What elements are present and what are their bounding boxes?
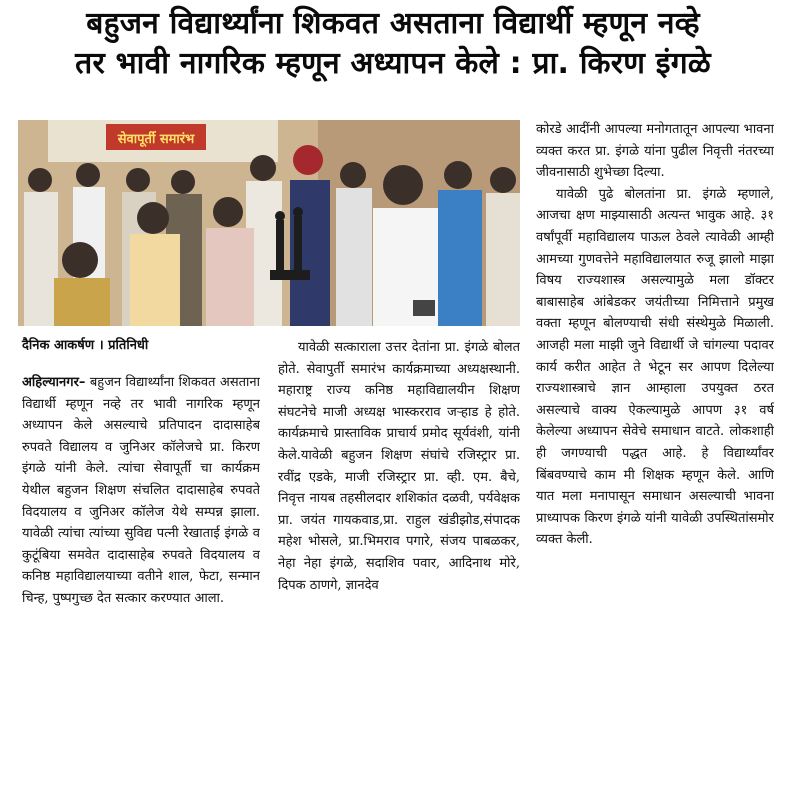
photo-banner-text: सेवापूर्ती समारंभ	[117, 132, 195, 147]
headline	[6, 4, 780, 84]
lead-paragraph	[22, 372, 260, 610]
news-photo	[18, 120, 520, 326]
article-column-1	[22, 372, 260, 792]
byline: दैनिक आकर्षण । प्रतिनिधी	[22, 338, 149, 353]
column-3-paragraph-2: यावेळी पुढे बोलतांना प्रा. इंगळे म्हणाले, आजचा क्षण माझ्यासाठी अत्यन्त भावुक आहे. ३१ वर्षांपूर्वी महाविद्यालय पाऊल ठेवले त्यावेळी आम्ही आमच्या गुणवत्तेने महाविद्यालयात रुजू झालो माझा विषय राज्यशास्त्र असल्यामुळे मला डॉक्टर बाबासाहेब आंबेडकर जयंतीच्या निमित्ताने प्रमुख वक्ता म्हणून बोलण्याची संधी संस्थेमुळे मिळाली. आजही मला माझी जुने विद्यार्थी जे चांगल्या पदावर कार्य करीत आहेत ते भेटून सर आपण दिलेल्या राज्यशास्त्राचे ज्ञान आम्हाला उपयुक्त ठरत असल्याचे वाक्य ऐकल्यामुळे आपण ३१ वर्ष केलेल्या अध्यापन सेवेचे समाधान वाटते. लोकशाही ही जगण्याची पद्धत आहे. हे विद्यार्थ्यांवर बिंबवण्याचे काम मी शिक्षक म्हणून केले. आणि यात मला मनापासून समाधान असल्याची भावना प्राध्यापक किरण इंगळे यांनी यावेळी उपस्थितांसमोर व्यक्त केली.	[536, 186, 774, 548]
headline-line-2: तर भावी नागरिक म्हणून अध्यापन केले : प्रा. किरण इंगळे	[75, 46, 711, 81]
headline-line-1: बहुजन विद्यार्थ्यांना शिकवत असताना विद्यार्थी म्हणून नव्हे	[86, 6, 700, 41]
column-3-paragraph-1: कोरडे आदींनी आपल्या मनोगतातून आपल्या भावना व्यक्त करत प्रा. इंगळे यांना पुढील निवृत्ती नंतरच्या जीवनासाठी शुभेच्छा दिल्या.	[536, 122, 774, 181]
column-2-text: यावेळी सत्काराला उत्तर देतांना प्रा. इंगळे बोलत होते. सेवापुर्ती समारंभ कार्यक्रमाच्या अध्यक्षस्थानी. महाराष्ट्र राज्य कनिष्ठ महाविद्यालयीन शिक्षण संघटनेचे माजी अध्यक्ष भास्करराव जऱ्हाड हे होते. कार्यक्रमाचे प्रास्ताविक प्राचार्य प्रमोद सूर्यवंशी, यांनी केले.यावेळी बहुजन शिक्षण संघांचे रजिस्ट्रार प्रा. रवींद्र एडके, माजी रजिस्ट्रार प्रा. व्ही. एम. बैचे, निवृत्त नायब तहसीलदार शशिकांत दळवी, पर्यवेक्षक प्रा. जयंत गायकवाड,प्रा. राहुल खंडीझोड,संपादक महेश भोसले, प्रा.भिमराव पगारे, संजय पाबळकर, नेहा नेहा इंगळे, सदाशिव पवार, आदिनाथ मोरे, दिपक ठाणगे, ज्ञानदेव	[278, 340, 520, 593]
column-1-text: बहुजन विद्यार्थ्यांना शिकवत असताना विद्यार्थी म्हणून नव्हे तर भावी नागरिक म्हणून अध्यापन केले असल्याचे प्रतिपादन दादासाहेब रुपवते विद्यालय व जुनिअर कॉलेजचे प्रा. किरण इंगळे यांनी केले. त्यांचा सेवापूर्ती चा कार्यक्रम येथील बहुजन शिक्षण संचलित दादासाहेब रुपवते विदयालय व जुनिअर कॉलेज येथे सम्पन्न झाला. यावेळी त्यांचा त्यांच्या सुविद्य पत्नी रेखाताई इंगळे व कुटूंबिया समवेत दादासाहेब रुपवते विदयालय व कनिष्ठ महाविद्यालयाच्या वतीने शाल, फेटा, सन्मान चिन्ह, पुष्पगुच्छ देत सत्कार करण्यात आला.	[22, 375, 260, 606]
felicitation-photo	[18, 120, 520, 326]
dateline: अहिल्यानगर–	[22, 375, 86, 390]
article-column-3	[536, 119, 774, 799]
article-column-2	[278, 337, 520, 792]
